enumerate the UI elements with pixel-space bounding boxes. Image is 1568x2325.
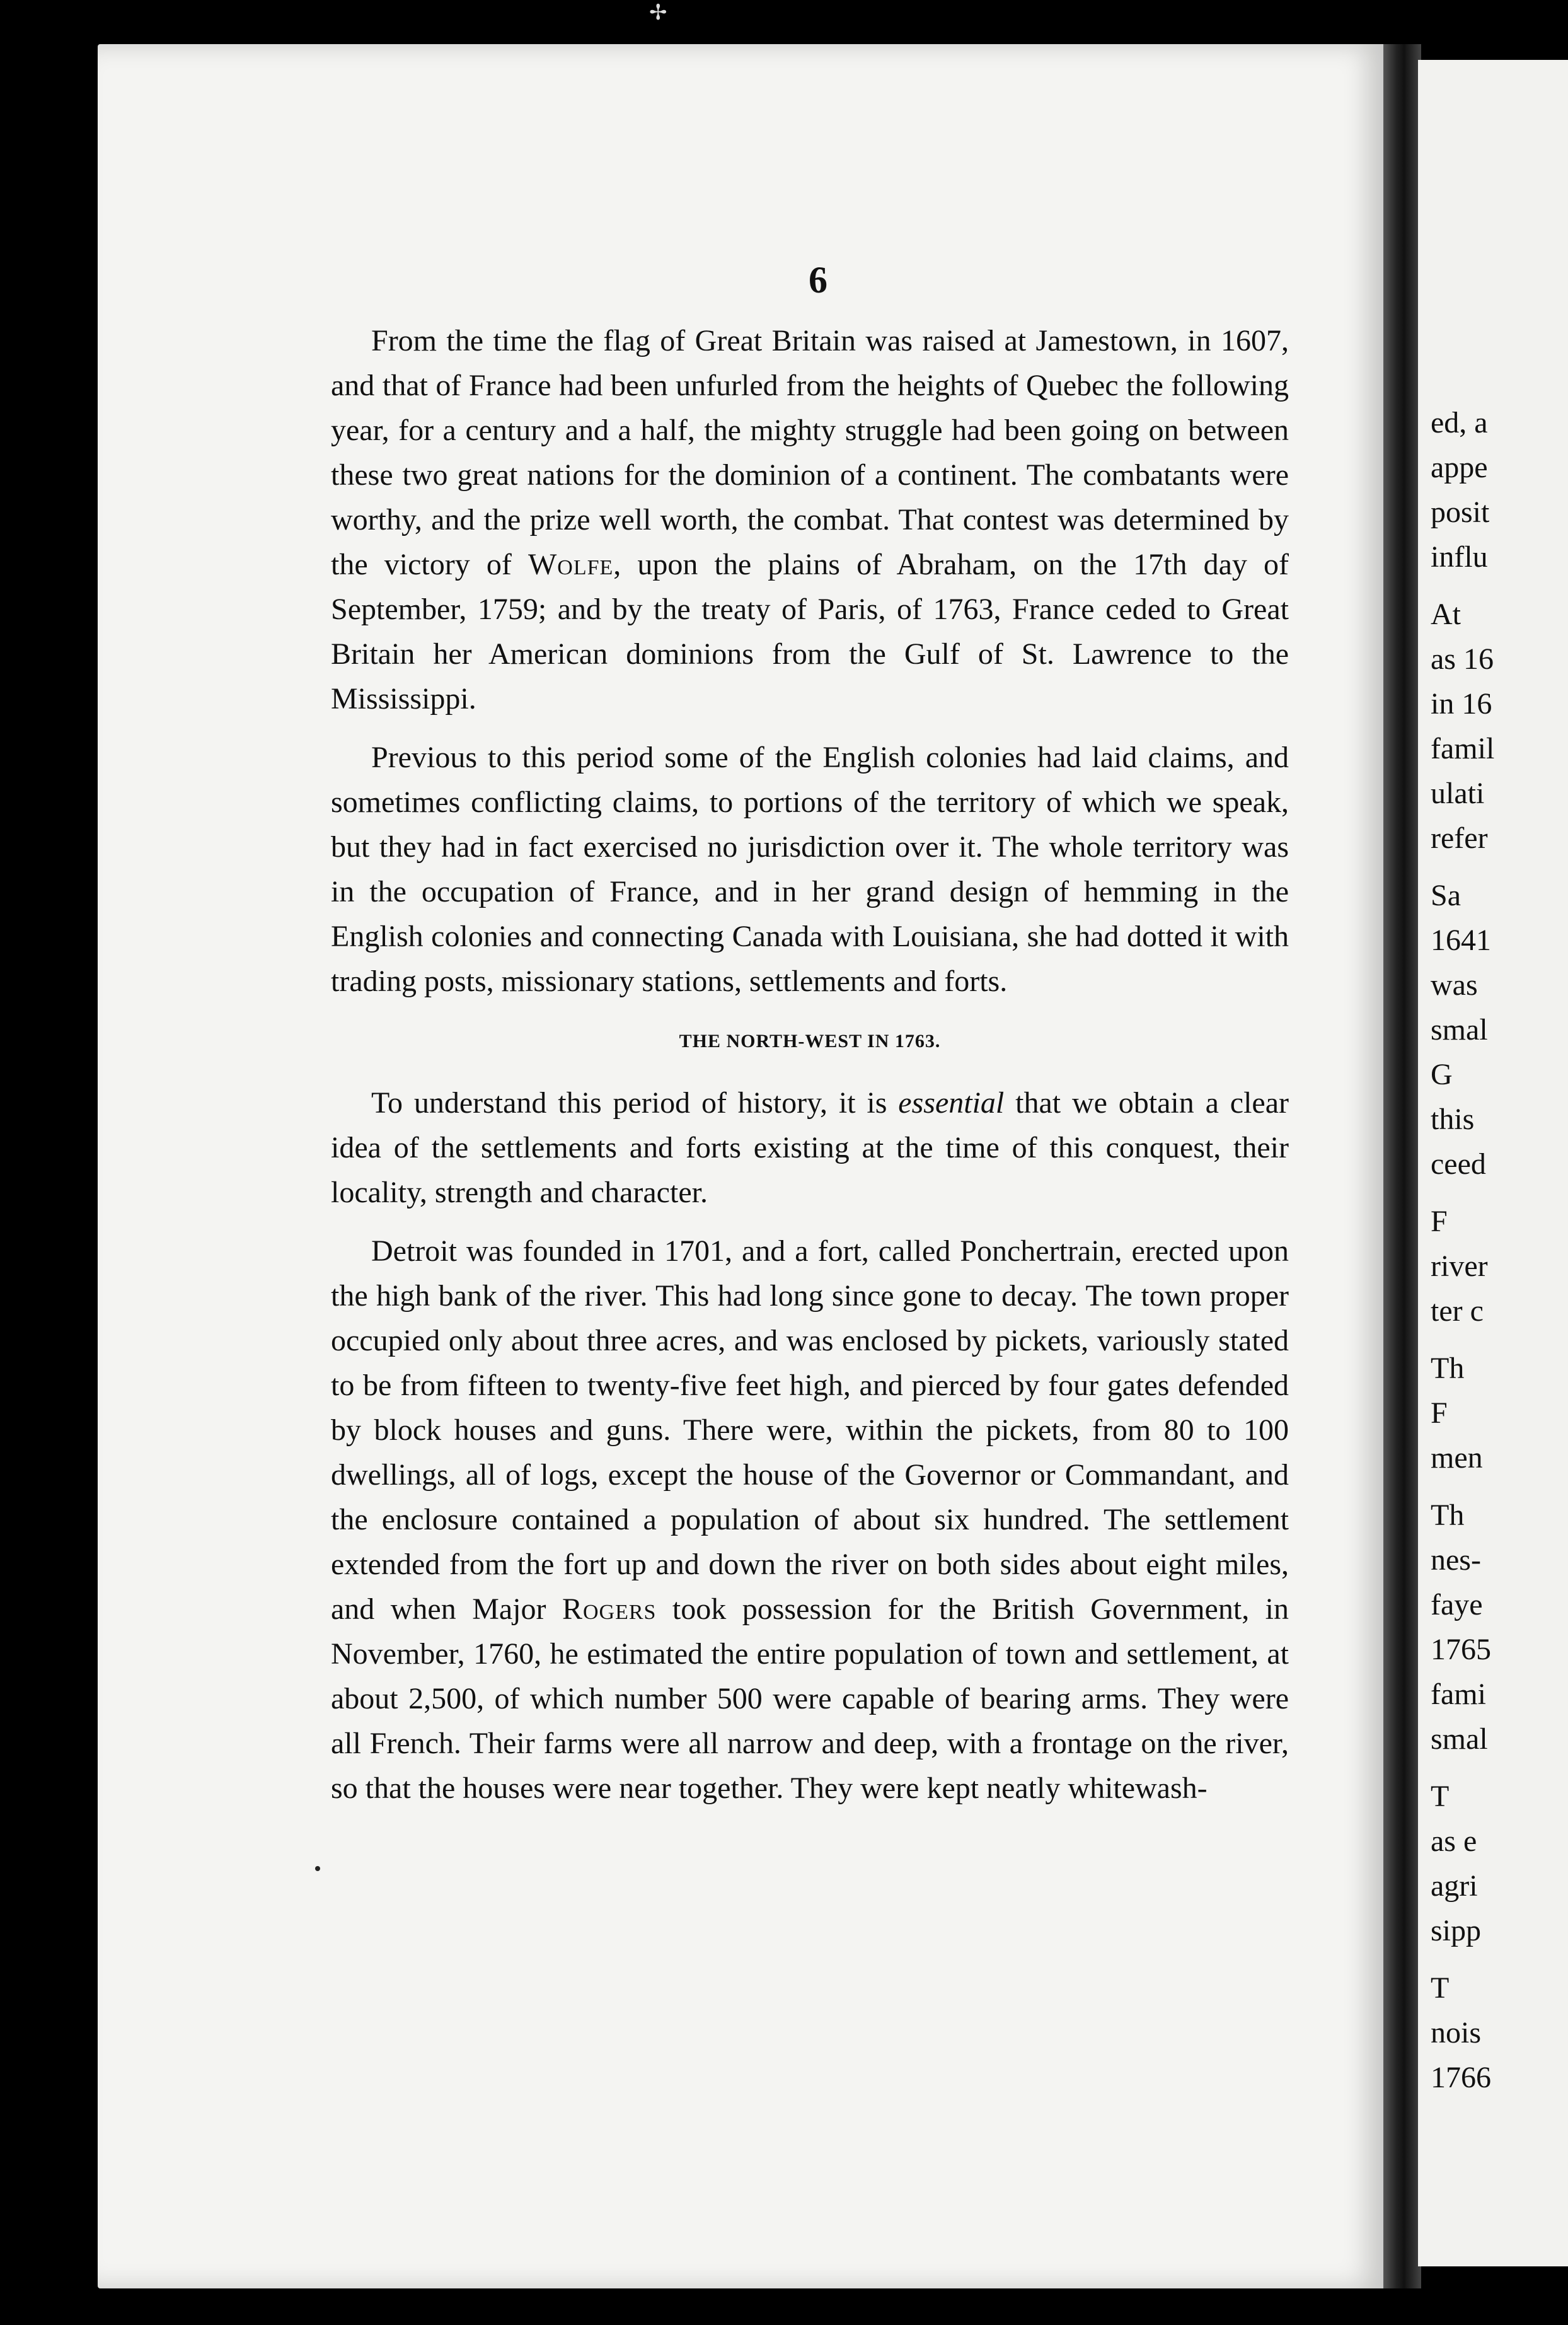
right-page-line: as 16: [1431, 642, 1494, 676]
right-page-line: ed, a: [1431, 406, 1488, 439]
right-page-line: nes-: [1431, 1543, 1481, 1577]
right-page-line: G: [1431, 1058, 1453, 1091]
body-text: [331, 318, 1289, 1811]
right-page-line: river: [1431, 1249, 1488, 1283]
margin-mark: [315, 1866, 320, 1871]
right-page-line: 1766: [1431, 2061, 1491, 2094]
paragraphs-after-heading: [331, 1081, 1289, 1811]
paragraph: [331, 735, 1289, 1004]
right-page-line: F: [1431, 1396, 1448, 1430]
paragraphs-before-heading: [331, 318, 1289, 1004]
paragraph: [331, 1229, 1289, 1811]
text-run: Previous to this period some of the English colonies had laid claims, and sometimes conflicting claims, to portions of the territory of which we speak, but they had in fact exercised no jurisdiction over it. The whole territory was in the occupation of France, and in her grand design of hemming in the English colonies and connecting Canada with Louisiana, she had dotted it with trading posts, missionary stations, settlements and forts.: [331, 741, 1289, 998]
right-page-line: ulati: [1431, 777, 1485, 810]
right-page-line: nois: [1431, 2016, 1482, 2050]
right-page-line: At: [1431, 598, 1461, 631]
right-page-line: 1765: [1431, 1633, 1491, 1666]
text-run: From the time the flag of Great Britain was raised at Jamestown, in 1607, and that of France had been unfurled from the heights of Quebec the following year, for a century and a half, the mighty struggle had been going on between these two great nations for the dominion of a continent. The combatants were worthy, and the prize well worth, the combat. That contest was determined by the victory of: [331, 324, 1289, 581]
right-page-line: famil: [1431, 732, 1495, 765]
right-page-line: F: [1431, 1205, 1448, 1238]
book-gutter: [1383, 44, 1421, 2288]
paragraph: [331, 1081, 1289, 1215]
right-page-line: T: [1431, 1780, 1450, 1813]
right-page-line: sipp: [1431, 1914, 1482, 1947]
text-run: Detroit was founded in 1701, and a fort, called Ponchertrain, erected upon the high bank of the river. This had long since gone to decay. The town proper occupied only about three acres, and was enclosed by pickets, variously stated to be from fifteen to twenty-five feet high, and pierced by four gates defended by block houses and guns. There were, within the pickets, from 80 to 100 dwellings, all of logs, except the house of the Governor or Commandant, and the enclosure contained a population of about six hundred. The settlement extended from the fort up and down the river on both sides about eight miles, and when Major: [331, 1234, 1289, 1626]
text-run: , upon the plains of Abraham, on the 17th day of September, 1759; and by the treaty of Paris, of 1763, France ceded to Great Britain her American dominions from the Gulf of St. Lawrence to the Mississippi.: [331, 548, 1289, 716]
text-run: took possession for the British Government, in November, 1760, he estimated the entire population of town and settlement, at about 2,500, of which number 500 were capable of bearing arms. They were all French. Their farms were all narrow and deep, with a frontage on the river, so that the houses were near together. They were kept neatly whitewash-: [331, 1592, 1289, 1805]
small-caps-name: Wolfe: [527, 548, 614, 581]
right-page-line: as e: [1431, 1824, 1477, 1858]
section-heading: THE NORTH-WEST IN 1763.: [679, 1031, 941, 1052]
right-page-line: Th: [1431, 1352, 1465, 1385]
right-page-line: fami: [1431, 1678, 1486, 1711]
right-page-line: refer: [1431, 821, 1488, 855]
emphasis: essential: [898, 1086, 1005, 1120]
right-page-line: smal: [1431, 1722, 1488, 1756]
scan-speck: ✢: [649, 1, 667, 25]
right-page-line: posit: [1431, 496, 1490, 529]
right-page-line: ceed: [1431, 1147, 1486, 1181]
right-page-line: ter c: [1431, 1294, 1484, 1328]
right-page-line: Th: [1431, 1499, 1465, 1532]
right-page-line: 1641: [1431, 924, 1491, 957]
small-caps-name: Rogers: [562, 1592, 657, 1626]
text-run: To understand this period of history, it is: [371, 1086, 899, 1120]
right-page-line: was: [1431, 968, 1478, 1002]
paragraph: [331, 318, 1289, 721]
right-page-line: men: [1431, 1441, 1483, 1475]
right-page-line: this: [1431, 1103, 1475, 1136]
right-page-line: agri: [1431, 1869, 1478, 1903]
text-run: that we obtain a clear idea of the settlements and forts existing at the time of this conquest, their locality, strength and character.: [331, 1086, 1289, 1209]
right-page-line: T: [1431, 1971, 1450, 2005]
page-number: 6: [809, 259, 827, 301]
right-page-line: appe: [1431, 451, 1488, 484]
right-page: [1418, 60, 1568, 2266]
right-page-line: influ: [1431, 540, 1488, 574]
right-page-line: in 16: [1431, 687, 1492, 721]
right-page-text: [1431, 400, 1494, 2100]
right-page-line: Sa: [1431, 879, 1461, 912]
right-page-line: faye: [1431, 1588, 1483, 1621]
right-page-line: smal: [1431, 1013, 1488, 1047]
